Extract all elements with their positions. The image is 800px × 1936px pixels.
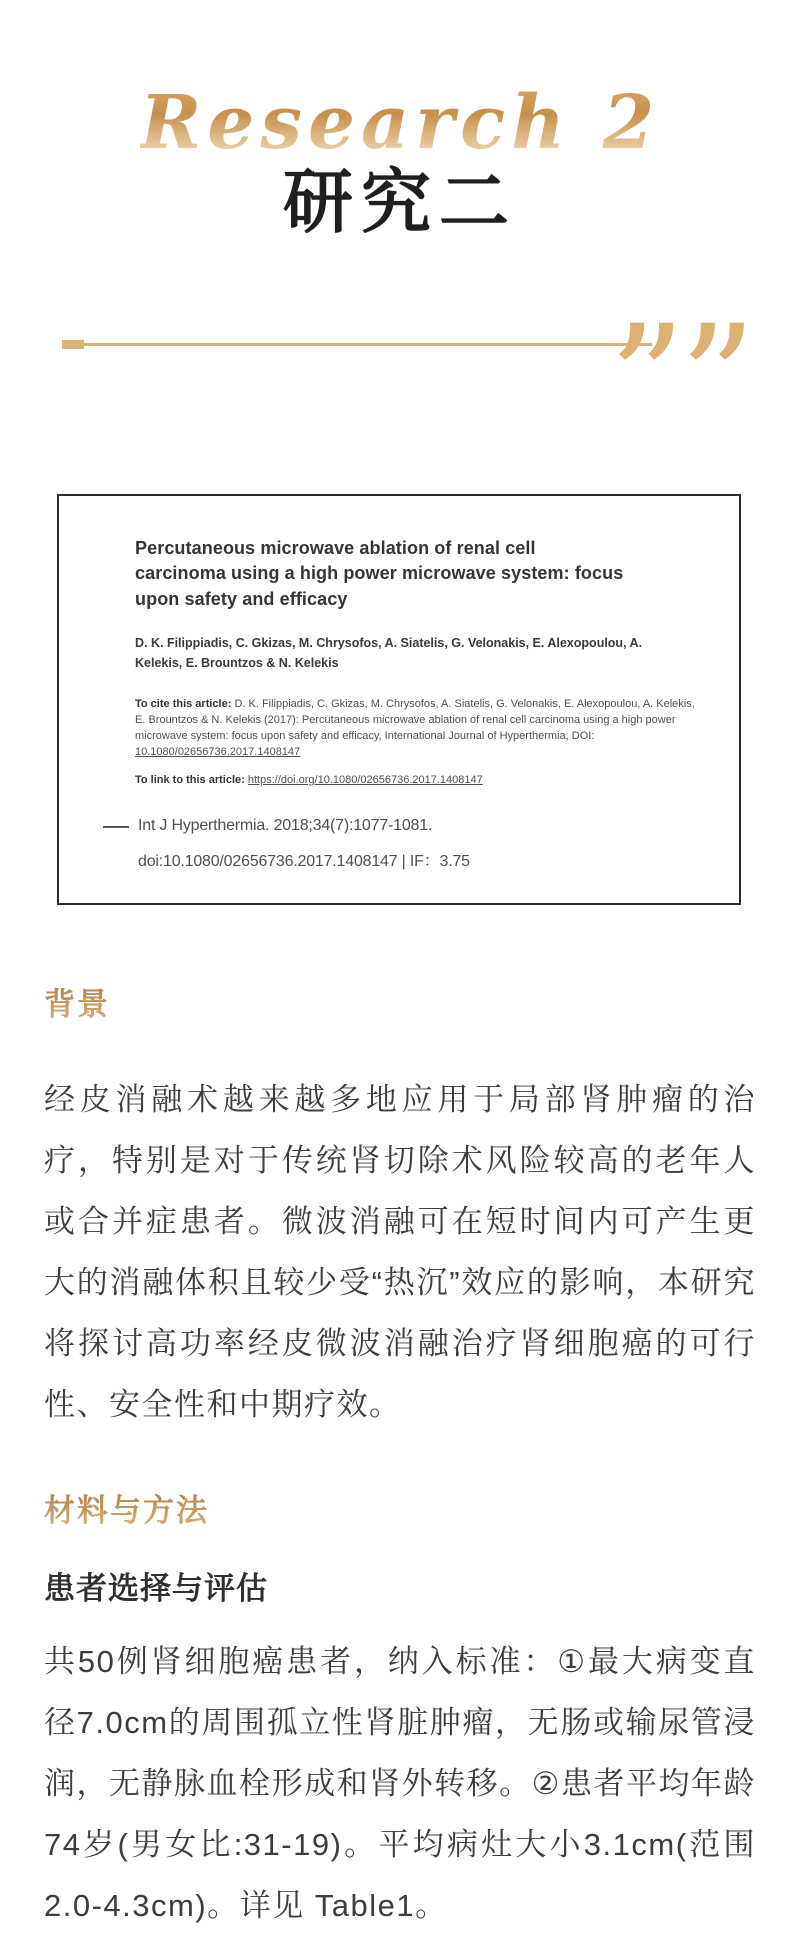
article-url-link[interactable]: https://doi.org/10.1080/02656736.2017.1408147 [247, 773, 483, 786]
paper-citation-card [57, 494, 741, 905]
cite-doi-link[interactable]: 10.1080/02656736.2017.1408147 [135, 745, 301, 758]
cite-paragraph [135, 697, 695, 761]
research-title-en: Research 2 [139, 80, 661, 166]
em-dash-decoration [103, 826, 129, 828]
background-heading: 背景 [44, 985, 110, 1025]
cite-text: D. K. Filippiadis, C. Gkizas, M. Chrysofos, A. Siatelis, G. Velonakis, E. Alexopoulou, A. Kelekis, E. Brountzos & N. Kelekis (2017): Percutaneous microwave ablation of renal cell carcinoma using a high power microwave system: focus upon safety and efficacy, International Journal of Hyperthermia, DOI: [135, 697, 695, 742]
patient-selection-subheading: 患者选择与评估 [44, 1571, 268, 1607]
cite-label: To cite this article: [135, 697, 232, 710]
article-header [0, 0, 800, 243]
divider-line [84, 343, 652, 346]
paper-authors: D. K. Filippiadis, C. Gkizas, M. Chrysofos, A. Siatelis, G. Velonakis, E. Alexopoulou, A. Kelekis, E. Brountzos & N. Kelekis [135, 636, 643, 670]
divider-cap [62, 340, 84, 349]
journal-ref-line: Int J Hyperthermia. 2018;34(7):1077-1081. [138, 816, 433, 834]
closing-quote-icon: ”” [608, 293, 750, 468]
link-label: To link to this article: [135, 773, 245, 786]
link-paragraph [135, 773, 695, 789]
research-title-zh: 研究二 [283, 160, 517, 243]
journal-doi-impact-line: doi:10.1080/02656736.2017.1408147 | IF：3.75 [138, 852, 470, 870]
paper-title: Percutaneous microwave ablation of renal cell carcinoma using a high power microwave system: focus upon safety and efficacy [135, 537, 624, 609]
gold-divider [0, 293, 800, 468]
methods-paragraph: 共50例肾细胞癌患者，纳入标准：①最大病变直径7.0cm的周围孤立性肾脏肿瘤，无肠或输尿管浸润，无静脉血栓形成和肾外转移。②患者平均年龄74岁(男女比:31-19)。平均病灶大小3.1cm(范围2.0-4.3cm)。详见 Table1。 [44, 1644, 756, 1924]
journal-reference [103, 817, 699, 871]
background-section [44, 985, 756, 1435]
methods-heading: 材料与方法 [44, 1491, 209, 1531]
methods-section [44, 1491, 756, 1936]
background-paragraph: 经皮消融术越来越多地应用于局部肾肿瘤的治疗，特别是对于传统肾切除术风险较高的老年人或合并症患者。微波消融可在短时间内可产生更大的消融体积且较少受“热沉”效应的影响，本研究将探讨高功率经皮微波消融治疗肾细胞癌的可行性、安全性和中期疗效。 [44, 1081, 756, 1422]
